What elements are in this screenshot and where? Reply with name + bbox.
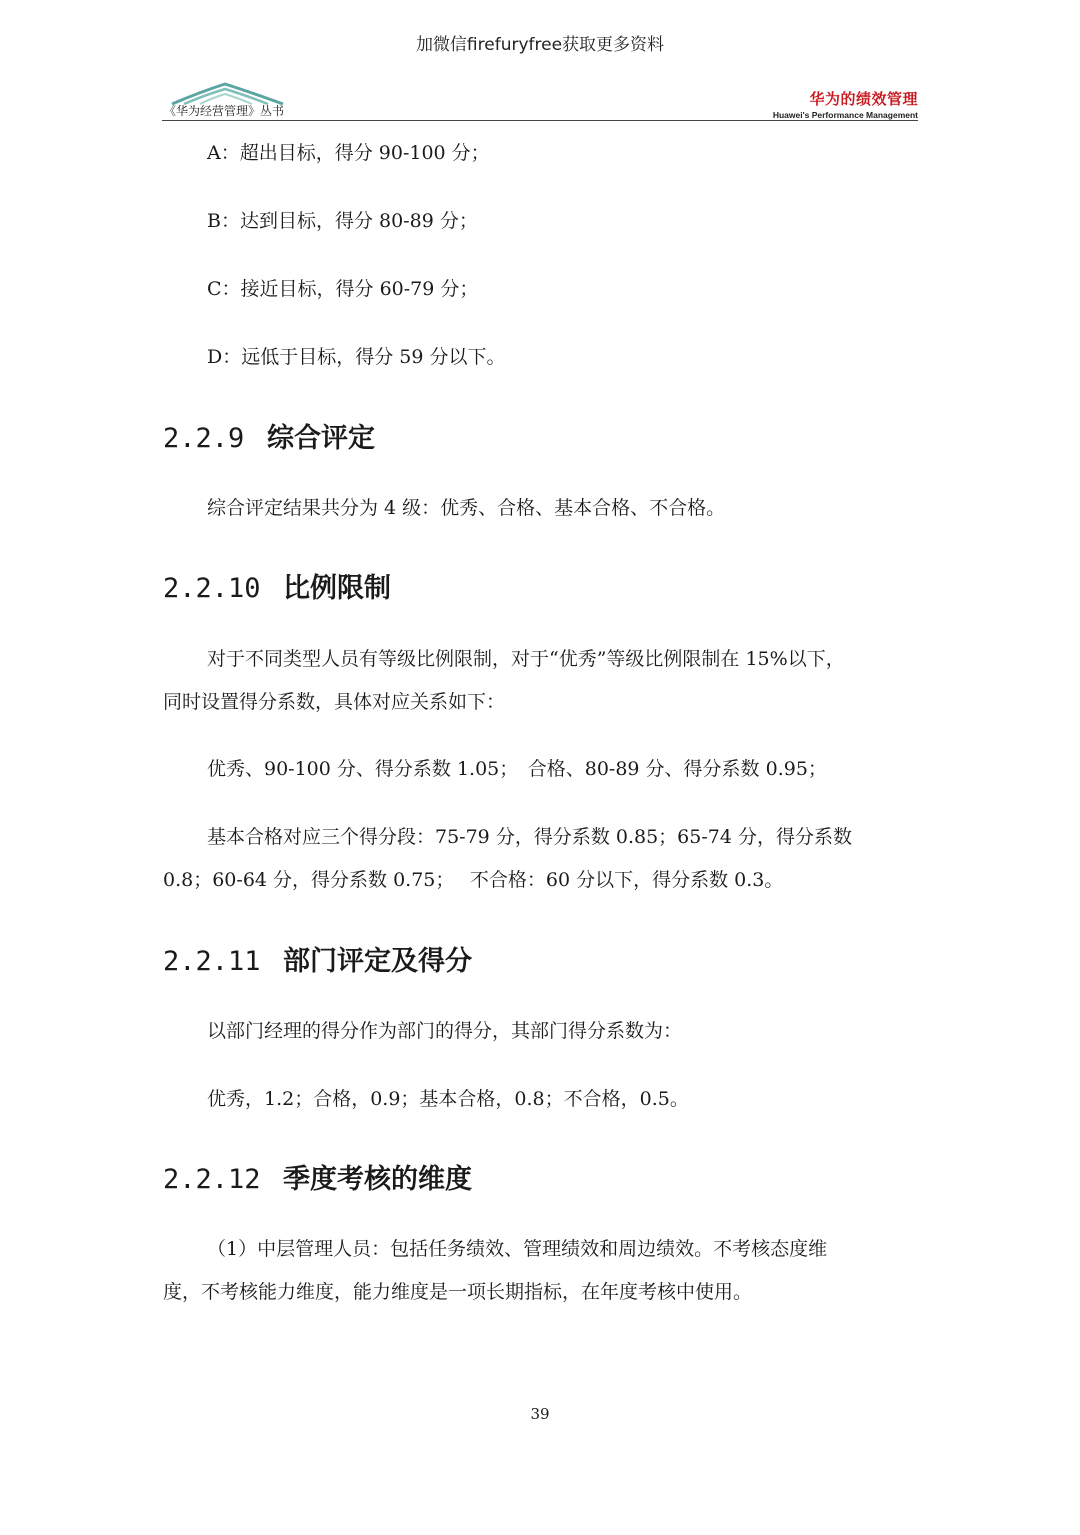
header-divider: [162, 120, 918, 121]
basic-pass-line-1: 基本合格对应三个得分段：75-79 分，得分系数 0.85；65-74 分，得分系数: [207, 826, 852, 848]
grade-d-line: D：远低于目标，得分 59 分以下。: [207, 346, 506, 368]
section-heading-2-2-9: [163, 416, 375, 455]
section-heading-2-2-10: [163, 566, 391, 605]
section-title: 比例限制: [283, 573, 391, 604]
section-title: 季度考核的维度: [283, 1164, 472, 1195]
watermark-text: 加微信firefuryfree获取更多资料: [415, 35, 665, 55]
basic-pass-line-2: 0.8；60-64 分，得分系数 0.75； 不合格：60 分以下，得分系数 0.3。: [163, 869, 784, 891]
brand-title-cn: 华为的绩效管理: [809, 90, 918, 108]
dimension-paragraph-line-2: 度，不考核能力维度，能力维度是一项长期指标，在年度考核中使用。: [163, 1281, 753, 1303]
dimension-paragraph-line-1: （1）中层管理人员：包括任务绩效、管理绩效和周边绩效。不考核态度维: [207, 1238, 828, 1260]
brand-title-en: Huawei's Performance Management: [772, 110, 918, 120]
department-score-paragraph: 以部门经理的得分作为部门的得分，其部门得分系数为：: [207, 1020, 683, 1042]
section-title: 部门评定及得分: [283, 946, 472, 977]
ratio-paragraph-line-2: 同时设置得分系数，具体对应关系如下：: [163, 691, 506, 713]
coefficient-line: 优秀、90-100 分、得分系数 1.05； 合格、80-89 分、得分系数 0.95；: [207, 758, 827, 780]
page-header: [162, 74, 918, 122]
grade-b-line: B：达到目标，得分 80-89 分；: [207, 210, 478, 232]
section-number: 2.2.12: [163, 1164, 261, 1195]
section-title: 综合评定: [267, 423, 375, 454]
ratio-paragraph-line-1: 对于不同类型人员有等级比例限制，对于“优秀”等级比例限制在 15%以下，: [207, 648, 845, 670]
brand-block: [773, 88, 918, 120]
section-heading-2-2-12: [163, 1157, 472, 1196]
section-number: 2.2.10: [163, 573, 261, 604]
page-number: 39: [530, 1405, 550, 1423]
book-series-title: 《华为经营管理》丛书: [164, 104, 285, 118]
grade-a-line: A：超出目标，得分 90-100 分；: [207, 142, 490, 164]
section-number: 2.2.9: [163, 423, 245, 454]
section-number: 2.2.11: [163, 946, 261, 977]
department-coefficient-line: 优秀，1.2；合格，0.9；基本合格，0.8；不合格，0.5。: [207, 1088, 689, 1110]
grade-c-line: C：接近目标，得分 60-79 分；: [207, 278, 479, 300]
section-heading-2-2-11: [163, 939, 472, 978]
rating-levels-paragraph: 综合评定结果共分为 4 级：优秀、合格、基本合格、不合格。: [207, 497, 726, 519]
